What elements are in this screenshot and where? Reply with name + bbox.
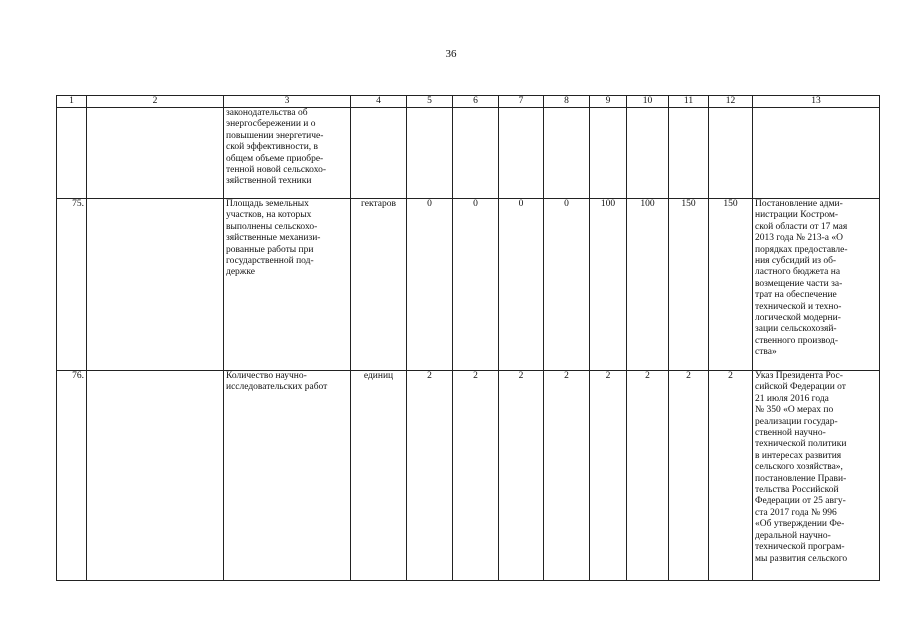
- header-cell: 13: [753, 96, 880, 108]
- row-number: 75.: [57, 199, 87, 371]
- unit-cell: единиц: [351, 371, 407, 581]
- value-cell: 2: [407, 371, 453, 581]
- unit-cell: [351, 108, 407, 199]
- indicators-table: [56, 95, 880, 581]
- value-cell: 150: [709, 199, 753, 371]
- value-cell: 2: [709, 371, 753, 581]
- indicator-name: Количество научно- исследовательских работ: [224, 371, 351, 581]
- header-cell: 8: [544, 96, 590, 108]
- value-cell: [499, 108, 544, 199]
- value-cell: 0: [407, 199, 453, 371]
- value-cell: [669, 108, 709, 199]
- value-cell: [627, 108, 669, 199]
- value-cell: 2: [544, 371, 590, 581]
- page-number: 36: [445, 48, 457, 60]
- header-cell: 11: [669, 96, 709, 108]
- table-row: [57, 108, 880, 199]
- table-row: [57, 199, 880, 371]
- value-cell: 2: [627, 371, 669, 581]
- header-cell: 9: [590, 96, 627, 108]
- empty-cell: [87, 108, 224, 199]
- legal-basis: Постановление адми- нистрации Костром- ской области от 17 мая 2013 года № 213-а «О порядках предоставле- ния субсидий из об- ластного бюджета на возмещение части за- трат на обеспечение технической и техно- логической модерни- зации сельскохозяй- ственного производ- ства»: [753, 199, 880, 371]
- value-cell: [453, 108, 499, 199]
- value-cell: 0: [544, 199, 590, 371]
- value-cell: 2: [590, 371, 627, 581]
- value-cell: 2: [669, 371, 709, 581]
- value-cell: 0: [499, 199, 544, 371]
- indicator-name: законодательства об энергосбережении и о повышении энергетиче- ской эффективности, в общем объеме приобре- тенной новой сельскохо- зяйственной техники: [224, 108, 351, 199]
- value-cell: 100: [590, 199, 627, 371]
- value-cell: [544, 108, 590, 199]
- value-cell: 2: [499, 371, 544, 581]
- header-cell: 1: [57, 96, 87, 108]
- header-cell: 2: [87, 96, 224, 108]
- header-cell: 5: [407, 96, 453, 108]
- header-cell: 4: [351, 96, 407, 108]
- value-cell: [709, 108, 753, 199]
- value-cell: 150: [669, 199, 709, 371]
- header-cell: 6: [453, 96, 499, 108]
- value-cell: [407, 108, 453, 199]
- unit-cell: гектаров: [351, 199, 407, 371]
- header-cell: 12: [709, 96, 753, 108]
- row-number: 76.: [57, 371, 87, 581]
- empty-cell: [87, 371, 224, 581]
- legal-basis: [753, 108, 880, 199]
- indicator-name: Площадь земельных участков, на которых выполнены сельскохо- зяйственные механизи- рованные работы при государственной под- держке: [224, 199, 351, 371]
- empty-cell: [87, 199, 224, 371]
- value-cell: 100: [627, 199, 669, 371]
- legal-basis: Указ Президента Рос- сийской Федерации от 21 июля 2016 года № 350 «О мерах по реализации государ- ственной научно- технической политики в интересах развития сельского хозяйства», постановление Прави- тельства Российской Федерации от 25 авгу- ста 2017 года № 996 «Об утверждении Фе- деральной научно- технической програм- мы развития сельского: [753, 371, 880, 581]
- value-cell: 2: [453, 371, 499, 581]
- header-cell: 10: [627, 96, 669, 108]
- header-cell: 3: [224, 96, 351, 108]
- value-cell: [590, 108, 627, 199]
- table-header-row: [57, 96, 880, 108]
- value-cell: 0: [453, 199, 499, 371]
- row-number: [57, 108, 87, 199]
- table-row: [57, 371, 880, 581]
- header-cell: 7: [499, 96, 544, 108]
